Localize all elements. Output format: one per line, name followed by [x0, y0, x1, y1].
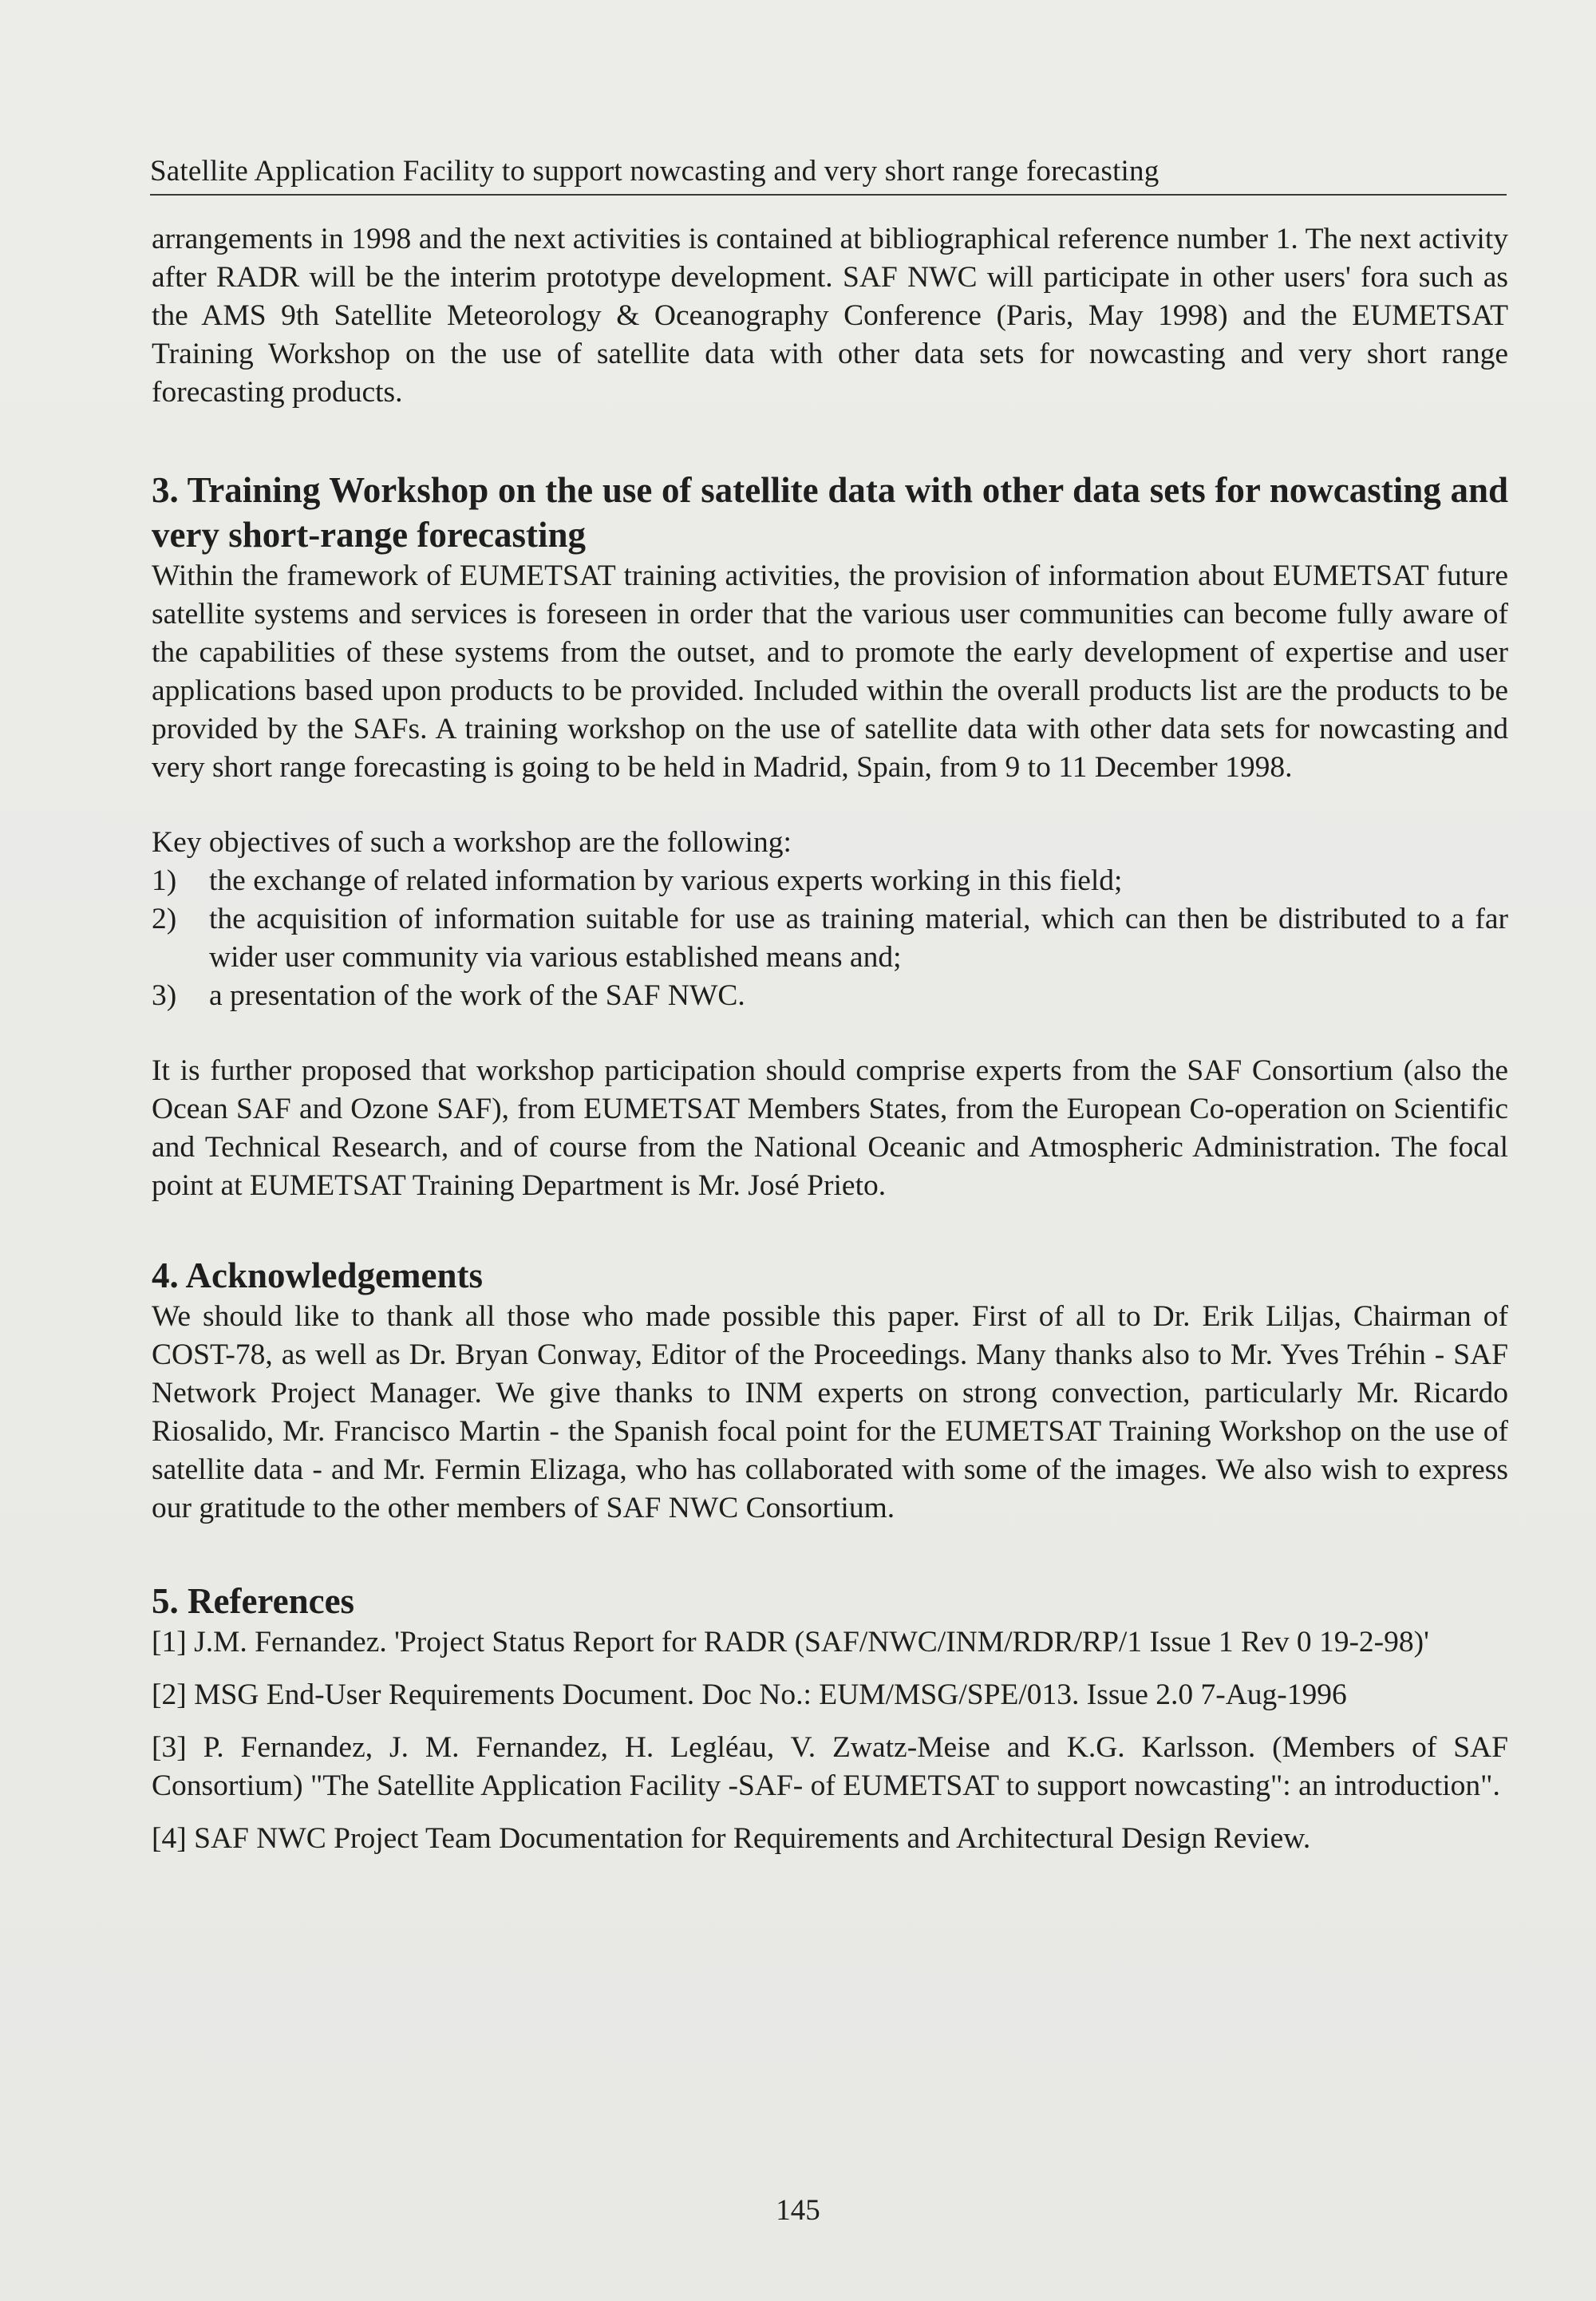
section-4-heading: 4. Acknowledgements	[152, 1255, 483, 1295]
list-item	[152, 977, 1508, 1015]
running-header: Satellite Application Facility to support nowcasting and very short range forecasting	[150, 152, 1507, 196]
section-3-paragraph-2: It is further proposed that workshop participation should comprise experts from the SAF Consortium (also the Ocean SAF and Ozone SAF), from EUMETSAT Members States, from the European Co-operation on Scientific and Technical Research, and of course from the National Oceanic and Atmospheric Administration. The focal point at EUMETSAT Training Department is Mr. José Prieto.	[152, 1054, 1508, 1202]
section-5-heading: 5. References	[152, 1581, 355, 1621]
list-item	[152, 900, 1508, 977]
reference-item: [3] P. Fernandez, J. M. Fernandez, H. Legléau, V. Zwatz-Meise and K.G. Karlsson. (Members of SAF Consortium) "The Satellite Application Facility -SAF- of EUMETSAT to support nowcasting": an introduction".	[152, 1731, 1508, 1802]
acknowledgements-paragraph: We should like to thank all those who made possible this paper. First of all to Dr. Erik Liljas, Chairman of COST-78, as well as Dr. Bryan Conway, Editor of the Proceedings. Many thanks also to Mr. Yves Tréhin - SAF Network Project Manager. We give thanks to INM experts on strong convection, particularly Mr. Ricardo Riosalido, Mr. Francisco Martin - the Spanish focal point for the EUMETSAT Training Workshop on the use of satellite data - and Mr. Fermin Elizaga, who has collaborated with some of the images. We also wish to express our gratitude to the other members of SAF NWC Consortium.	[152, 1300, 1508, 1524]
page-number: 145	[776, 2194, 820, 2227]
list-item-text: the acquisition of information suitable for use as training material, which can then be distributed to a far wider user community via various established means and;	[209, 903, 1508, 974]
list-item-number: 3)	[152, 979, 177, 1012]
section-3-heading: 3. Training Workshop on the use of satellite data with other data sets for nowcasting and very short-range forecasting	[152, 470, 1508, 555]
reference-item: [2] MSG End-User Requirements Document. Doc No.: EUM/MSG/SPE/013. Issue 2.0 7-Aug-1996	[152, 1678, 1347, 1711]
section-3-paragraph-1: Within the framework of EUMETSAT training activities, the provision of information about EUMETSAT future satellite systems and services is foreseen in order that the various user communities can become fully aware of the capabilities of these systems from the outset, and to promote the early development of expertise and user applications based upon products to be provided. Included within the overall products list are the products to be provided by the SAFs. A training workshop on the use of satellite data with other data sets for nowcasting and very short range forecasting is going to be held in Madrid, Spain, from 9 to 11 December 1998.	[152, 559, 1508, 784]
list-item-number: 2)	[152, 903, 177, 935]
reference-item: [4] SAF NWC Project Team Documentation for Requirements and Architectural Design Review.	[152, 1822, 1311, 1855]
list-item-number: 1)	[152, 864, 177, 897]
reference-item: [1] J.M. Fernandez. 'Project Status Report for RADR (SAF/NWC/INM/RDR/RP/1 Issue 1 Rev 0 19-2-98)'	[152, 1626, 1429, 1659]
list-item-text: a presentation of the work of the SAF NWC.	[209, 979, 745, 1012]
page-content	[152, 220, 1508, 1872]
list-item	[152, 862, 1508, 900]
objectives-list	[152, 862, 1508, 1015]
references-list	[152, 1623, 1508, 1858]
objectives-intro: Key objectives of such a workshop are the following:	[152, 826, 792, 859]
intro-paragraph: arrangements in 1998 and the next activities is contained at bibliographical reference number 1. The next activity after RADR will be the interim prototype development. SAF NWC will participate in other users' fora such as the AMS 9th Satellite Meteorology & Oceanography Conference (Paris, May 1998) and the EUMETSAT Training Workshop on the use of satellite data with other data sets for nowcasting and very short range forecasting products.	[152, 223, 1508, 409]
list-item-text: the exchange of related information by various experts working in this field;	[209, 864, 1123, 897]
